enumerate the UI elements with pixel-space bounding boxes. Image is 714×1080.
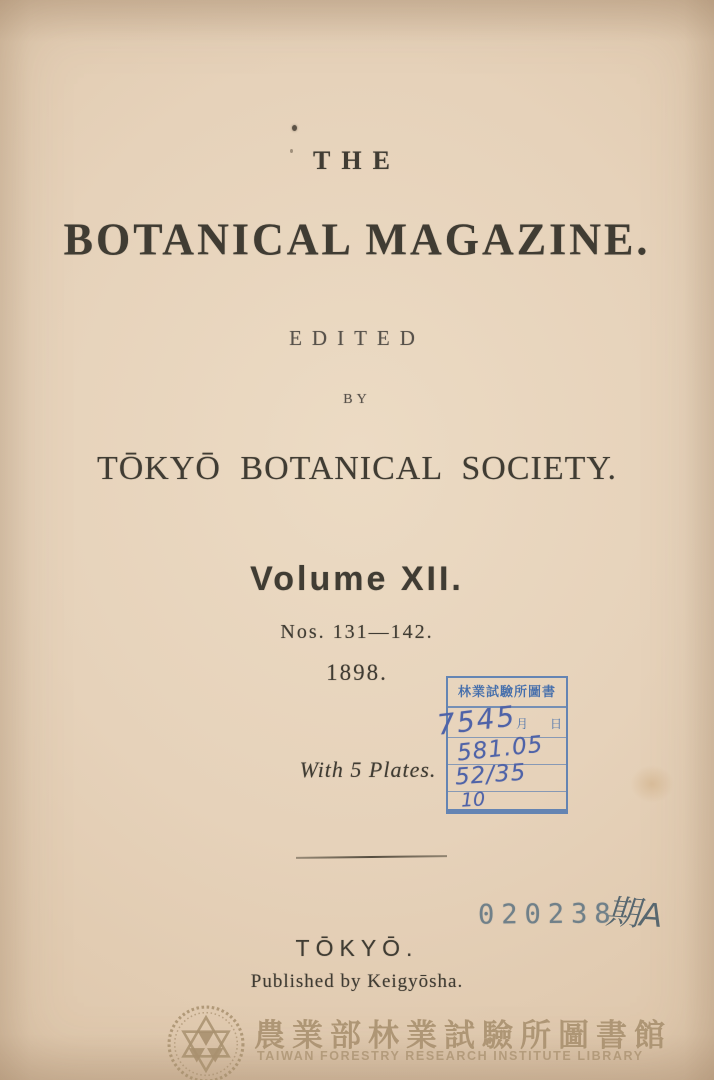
publication-city: TŌKYŌ.: [295, 935, 419, 961]
library-stamp-copy-row: [448, 788, 566, 812]
handwritten-annotation: 期A: [604, 893, 664, 935]
library-name-english: TAIWAN FORESTRY RESEARCH INSTITUTE LIBRARY: [257, 1049, 644, 1063]
handwritten-date: 7545: [435, 699, 518, 742]
library-stamp-shelf-row: [448, 759, 566, 792]
handwritten-copy-number: 10: [460, 788, 486, 812]
library-stamp: [435, 676, 568, 814]
issue-numbers: Nos. 131—142.: [280, 621, 434, 643]
publication-year: 1898.: [326, 660, 388, 685]
library-logo-icon: [167, 1005, 245, 1080]
day-label: 日: [550, 717, 563, 731]
accession-number-stamp: 020238: [477, 898, 618, 931]
editor-name: TŌKYŌ BOTANICAL SOCIETY.: [96, 450, 618, 487]
handwritten-shelf-number: 52/35: [454, 759, 528, 791]
library-stamp-date-row: [435, 699, 566, 742]
divider-rule: [296, 855, 447, 859]
title-article: THE: [313, 146, 401, 175]
by-label: BY: [343, 392, 371, 407]
page-title: BOTANICAL MAGAZINE.: [63, 214, 651, 265]
library-name-chinese: 農業部林業試驗所圖書館: [254, 1018, 672, 1053]
ink-speck: [292, 125, 297, 131]
publisher-line: Published by Keigyōsha.: [250, 971, 464, 992]
volume-number: Volume XII.: [250, 560, 464, 598]
library-stamp-header: 林業試驗所圖書: [448, 678, 566, 708]
edited-label: EDITED: [289, 326, 425, 350]
handwritten-call-number: 581.05: [455, 731, 545, 767]
plates-note: With 5 Plates.: [299, 757, 437, 782]
month-label: 月: [516, 717, 529, 731]
